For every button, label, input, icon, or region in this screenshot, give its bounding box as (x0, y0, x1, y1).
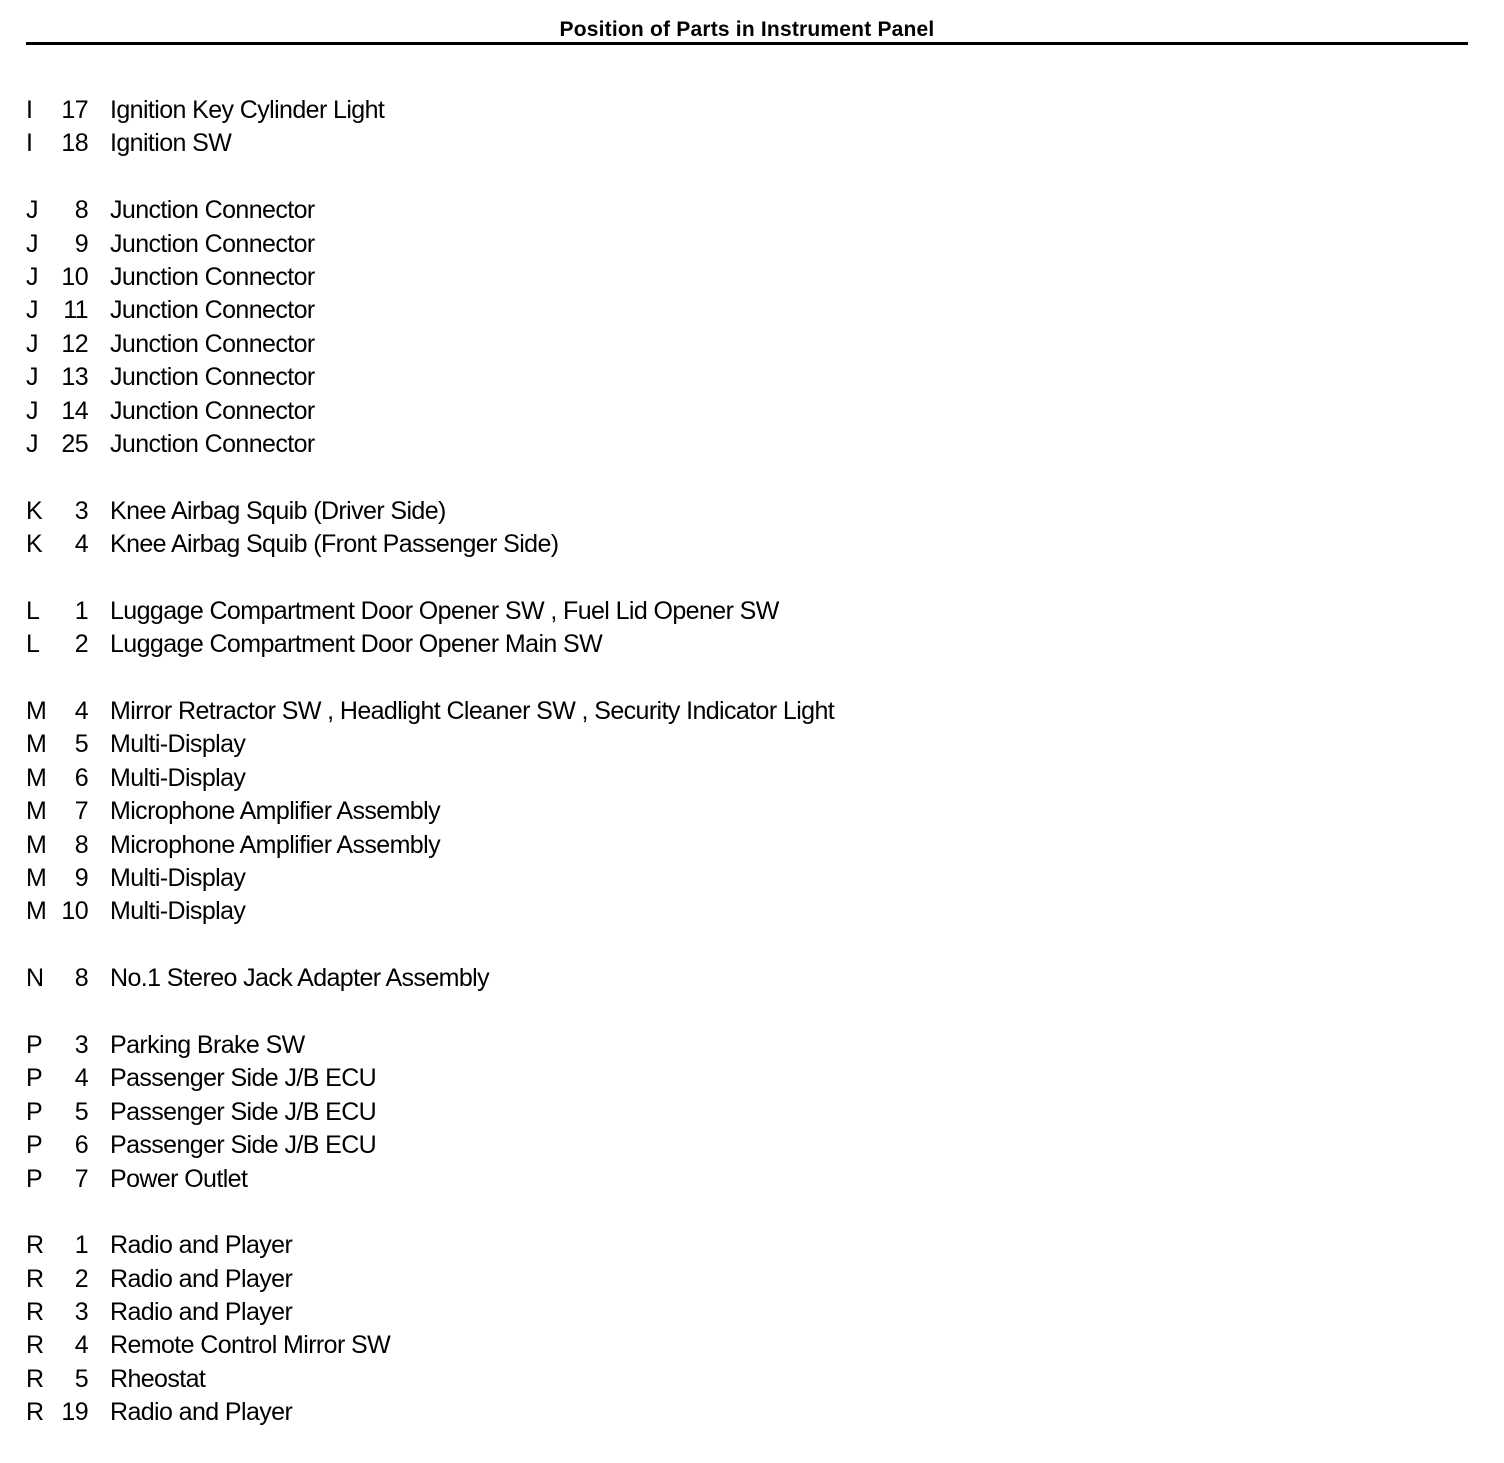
part-code-number: 4 (74, 697, 88, 726)
part-code-letter: M (26, 897, 47, 926)
list-item (0, 1329, 1504, 1362)
list-item (0, 495, 1504, 528)
part-description: Junction Connector (110, 329, 315, 358)
list-item (0, 895, 1504, 928)
part-code-letter: R (26, 1264, 44, 1293)
part-code-number: 2 (74, 1264, 88, 1293)
part-code-letter: N (26, 964, 44, 993)
part-code-letter: K (26, 496, 43, 525)
list-item (0, 1096, 1504, 1129)
part-code-number: 18 (61, 129, 88, 158)
part-code-letter: M (26, 797, 47, 826)
list-item (0, 127, 1504, 160)
part-code-letter: M (26, 763, 47, 792)
part-code-number: 19 (61, 1398, 88, 1427)
part-description: Multi-Display (110, 730, 246, 759)
list-item (0, 595, 1504, 628)
parts-group-n (0, 962, 1504, 995)
part-description: Multi-Display (110, 763, 246, 792)
part-code-letter: R (26, 1231, 44, 1260)
list-item (0, 1396, 1504, 1429)
part-code-number: 11 (63, 296, 88, 325)
part-code-letter: J (26, 262, 38, 291)
list-item (0, 294, 1504, 327)
list-item (0, 228, 1504, 261)
part-description: Remote Control Mirror SW (110, 1331, 391, 1360)
part-code-number: 8 (74, 830, 88, 859)
part-code-number: 7 (74, 1164, 88, 1193)
list-item (0, 1296, 1504, 1329)
part-description: Microphone Amplifier Assembly (110, 830, 440, 859)
list-item (0, 395, 1504, 428)
title-divider (26, 42, 1468, 45)
part-code-number: 2 (74, 630, 88, 659)
part-description: Junction Connector (110, 196, 315, 225)
part-description: Junction Connector (110, 229, 315, 258)
part-code-letter: J (26, 196, 38, 225)
list-item (0, 1062, 1504, 1095)
part-description: Radio and Player (110, 1298, 293, 1327)
part-code-number: 10 (61, 262, 88, 291)
part-description: Ignition SW (110, 129, 232, 158)
part-code-letter: P (26, 1164, 43, 1193)
list-item (0, 795, 1504, 828)
part-description: Radio and Player (110, 1231, 293, 1260)
part-code-number: 4 (74, 1331, 88, 1360)
list-item (0, 762, 1504, 795)
part-code-number: 17 (61, 96, 88, 124)
list-item (0, 728, 1504, 761)
part-code-letter: J (26, 296, 38, 325)
list-item (0, 829, 1504, 862)
part-code-number: 5 (74, 1364, 88, 1393)
parts-group-r (0, 1229, 1504, 1429)
part-code-number: 5 (74, 1097, 88, 1126)
part-code-number: 4 (74, 1064, 88, 1093)
list-item (0, 428, 1504, 461)
part-code-number: 9 (74, 229, 88, 258)
part-code-letter: J (26, 429, 38, 458)
part-description: Radio and Player (110, 1398, 293, 1427)
part-code-letter: M (26, 697, 47, 726)
part-code-letter: L (26, 596, 40, 625)
list-item (0, 528, 1504, 561)
part-description: Knee Airbag Squib (Front Passenger Side) (110, 530, 559, 559)
list-item (0, 328, 1504, 361)
part-code-number: 9 (74, 863, 88, 892)
part-code-letter: J (26, 329, 38, 358)
list-item (0, 94, 1504, 127)
part-code-letter: M (26, 863, 47, 892)
part-description: No.1 Stereo Jack Adapter Assembly (110, 964, 490, 993)
part-code-letter: L (26, 630, 40, 659)
list-item (0, 1229, 1504, 1262)
part-description: Junction Connector (110, 296, 315, 325)
part-description: Junction Connector (110, 396, 315, 425)
list-item (0, 628, 1504, 661)
part-description: Microphone Amplifier Assembly (110, 797, 440, 826)
parts-group-k (0, 495, 1504, 562)
list-item (0, 695, 1504, 728)
parts-group-p (0, 1029, 1504, 1196)
part-code-number: 13 (61, 363, 88, 392)
part-code-number: 8 (74, 196, 88, 225)
list-item (0, 1029, 1504, 1062)
part-code-number: 10 (61, 897, 88, 926)
part-code-letter: J (26, 396, 38, 425)
part-description: Junction Connector (110, 262, 315, 291)
list-item (0, 361, 1504, 394)
part-code-number: 1 (74, 1231, 88, 1260)
part-description: Multi-Display (110, 863, 246, 892)
part-code-number: 3 (74, 1298, 88, 1327)
part-description: Rheostat (110, 1364, 206, 1393)
part-code-letter: I (26, 129, 33, 158)
parts-group-j (0, 194, 1504, 461)
part-description: Junction Connector (110, 363, 315, 392)
part-description: Parking Brake SW (110, 1030, 305, 1059)
parts-group-m (0, 695, 1504, 929)
part-code-number: 6 (74, 1131, 88, 1160)
part-description: Ignition Key Cylinder Light (110, 96, 385, 124)
part-description: Power Outlet (110, 1164, 248, 1193)
part-code-number: 12 (61, 329, 88, 358)
part-code-number: 3 (74, 1030, 88, 1059)
part-description: Luggage Compartment Door Opener Main SW (110, 630, 603, 659)
part-code-number: 4 (74, 530, 88, 559)
part-description: Mirror Retractor SW , Headlight Cleaner SW , Security Indicator Light (110, 697, 835, 726)
part-code-number: 1 (74, 596, 88, 625)
list-item (0, 1363, 1504, 1396)
part-code-letter: I (26, 96, 33, 124)
parts-group-l (0, 595, 1504, 662)
part-description: Junction Connector (110, 429, 315, 458)
part-code-letter: R (26, 1331, 44, 1360)
part-description: Luggage Compartment Door Opener SW , Fuel Lid Opener SW (110, 596, 779, 625)
part-description: Radio and Player (110, 1264, 293, 1293)
list-item (0, 862, 1504, 895)
part-description: Passenger Side J/B ECU (110, 1064, 377, 1093)
part-code-letter: J (26, 363, 38, 392)
list-item (0, 1129, 1504, 1162)
part-code-number: 25 (61, 429, 88, 458)
part-code-letter: K (26, 530, 43, 559)
part-code-letter: R (26, 1398, 44, 1427)
part-description: Multi-Display (110, 897, 246, 926)
part-code-letter: P (26, 1030, 43, 1059)
part-description: Passenger Side J/B ECU (110, 1097, 377, 1126)
list-item (0, 261, 1504, 294)
part-code-number: 14 (61, 396, 88, 425)
part-description: Passenger Side J/B ECU (110, 1131, 377, 1160)
part-code-letter: R (26, 1298, 44, 1327)
part-code-number: 5 (74, 730, 88, 759)
parts-list (0, 94, 1504, 1463)
part-description: Knee Airbag Squib (Driver Side) (110, 496, 446, 525)
page-title: Position of Parts in Instrument Panel (559, 18, 935, 41)
list-item (0, 194, 1504, 227)
parts-group-i (0, 94, 1504, 161)
part-code-number: 6 (74, 763, 88, 792)
part-code-letter: P (26, 1131, 43, 1160)
part-code-letter: M (26, 830, 47, 859)
part-code-letter: J (26, 229, 38, 258)
list-item (0, 1163, 1504, 1196)
part-code-letter: M (26, 730, 47, 759)
part-code-letter: R (26, 1364, 44, 1393)
list-item (0, 1263, 1504, 1296)
part-code-number: 3 (74, 496, 88, 525)
part-code-number: 8 (74, 964, 88, 993)
list-item (0, 962, 1504, 995)
part-code-letter: P (26, 1097, 43, 1126)
part-code-number: 7 (74, 797, 88, 826)
part-code-letter: P (26, 1064, 43, 1093)
